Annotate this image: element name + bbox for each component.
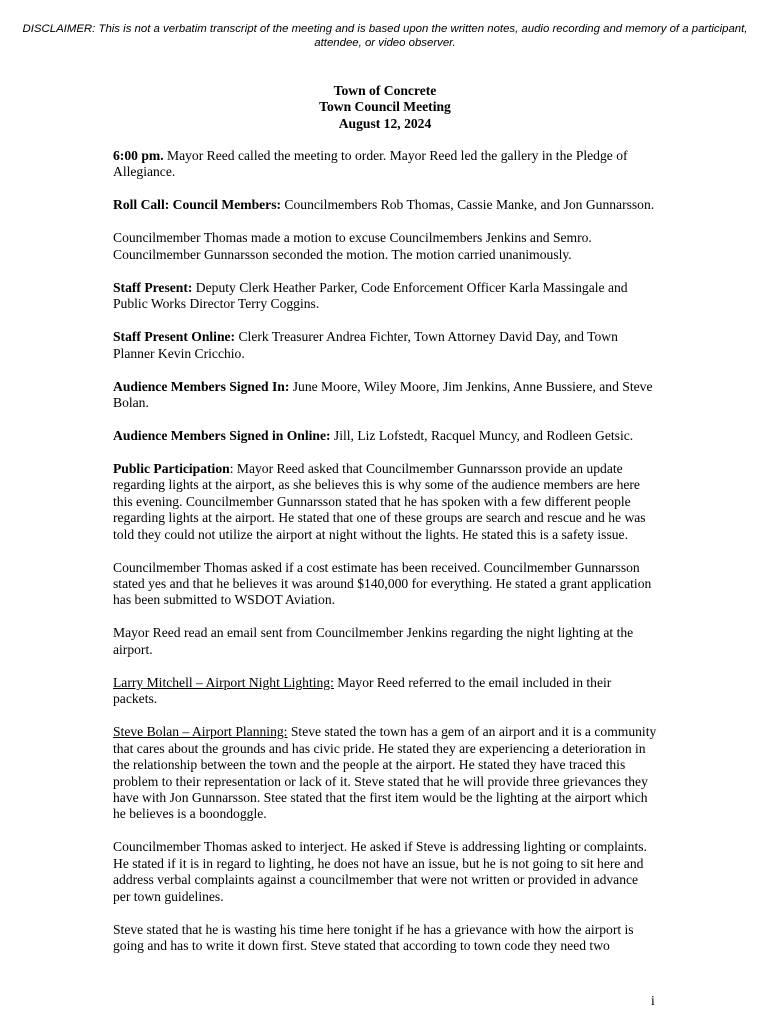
roll-call-text: Councilmembers Rob Thomas, Cassie Manke, and Jon Gunnarsson. — [281, 197, 655, 213]
staff-online-text: Clerk Treasurer Andrea Fichter, Town Attorney David Day, and Town Planner Kevin Cricchio. — [113, 329, 618, 361]
wasting-time-text: Steve stated that he is wasting his time here tonight if he has a grievance with how the airport is going and has to write it down first. Steve stated that according to town code they need two — [113, 921, 634, 953]
audience-in-label: Audience Members Signed In: — [113, 378, 290, 394]
wasting-time-paragraph — [113, 922, 658, 955]
steve-bolan-text: Steve stated the town has a gem of an airport and it is a community that cares about the grounds and has civic pride. He stated they are experiencing a deterioration in the relationship between the town and the people at the airport. He stated they have traced this problem to their representation or lack of it. Steve stated that he will provide three grievances they have with Jon Gunnarsson. Stee stated that the first item would be the lighting at the airport which he believes is a boondoggle. — [113, 724, 657, 822]
audience-in-paragraph — [113, 379, 658, 412]
interject-text: Councilmember Thomas asked to interject. He asked if Steve is addressing lighting or complaints. He stated if it is in regard to lighting, he does not have an issue, but he is not going to sit here and address verbal complaints against a councilmember that were not written or provided in advance per town guidelines. — [113, 839, 647, 904]
excuse-motion-paragraph — [113, 230, 658, 263]
cost-estimate-paragraph — [113, 560, 658, 609]
steve-bolan-paragraph — [113, 724, 658, 822]
audience-online-paragraph — [113, 428, 658, 444]
public-participation-paragraph — [113, 461, 658, 543]
meeting-heading — [0, 83, 770, 132]
staff-present-text: Deputy Clerk Heather Parker, Code Enforcement Officer Karla Massingale and Public Works Director Terry Coggins. — [113, 279, 628, 312]
interject-paragraph — [113, 839, 658, 905]
public-participation-text: : Mayor Reed asked that Councilmember Gunnarsson provide an update regarding lights at the airport, as she believes this is why some of the audience members are here this evening. Councilmember Gunnarsson stated that he has spoken with a few different people regarding lights at the airport. He stated that one of these groups are search and rescue and he was told they could not utilize the airport at night without the lights. He stated this is a safety issue. — [113, 461, 646, 542]
email-read-paragraph — [113, 625, 658, 658]
call-to-order-label: 6:00 pm. — [113, 148, 164, 163]
larry-mitchell-paragraph — [113, 675, 658, 708]
public-participation-label: Public Participation — [113, 461, 230, 477]
call-to-order-text: Mayor Reed called the meeting to order. Mayor Reed led the gallery in the Pledge of Allegiance. — [113, 148, 628, 180]
cost-estimate-text: Councilmember Thomas asked if a cost estimate has been received. Councilmember Gunnarsson stated yes and that he believes it was around $140,000 for everything. He stated a grant application has been submitted to WSDOT Aviation. — [113, 559, 652, 608]
audience-online-text: Jill, Liz Lofstedt, Racquel Muncy, and Rodleen Getsic. — [330, 428, 634, 444]
staff-online-label: Staff Present Online: — [113, 329, 236, 345]
roll-call-label: Roll Call: Council Members: — [113, 197, 282, 213]
disclaimer: DISCLAIMER: This is not a verbatim transcript of the meeting and is based upon the written notes, audio recording and memory of a participant, attendee, or video observer. — [22, 23, 748, 49]
meeting-title: Town Council Meeting — [319, 99, 451, 115]
excuse-motion-text: Councilmember Thomas made a motion to excuse Councilmembers Jenkins and Semro. Councilmember Gunnarsson seconded the motion. The motion carried unanimously. — [113, 230, 592, 262]
roll-call-paragraph — [113, 197, 658, 213]
audience-online-label: Audience Members Signed in Online: — [113, 428, 331, 444]
staff-online-paragraph — [113, 329, 658, 362]
call-to-order-paragraph — [113, 148, 658, 181]
larry-mitchell-text: Mayor Reed referred to the email included in their packets. — [113, 674, 612, 707]
staff-present-paragraph — [113, 280, 658, 313]
audience-in-text: June Moore, Wiley Moore, Jim Jenkins, Anne Bussiere, and Steve Bolan. — [113, 378, 653, 411]
email-read-text: Mayor Reed read an email sent from Councilmember Jenkins regarding the night lighting at the airport. — [113, 625, 634, 657]
page-number: i — [651, 993, 655, 1008]
larry-mitchell-label: Larry Mitchell – Airport Night Lighting: — [113, 674, 334, 690]
meeting-date: August 12, 2024 — [338, 115, 432, 131]
minutes-body — [113, 148, 658, 971]
steve-bolan-label: Steve Bolan – Airport Planning: — [113, 724, 288, 740]
town-name: Town of Concrete — [333, 83, 437, 98]
staff-present-label: Staff Present: — [113, 279, 193, 295]
